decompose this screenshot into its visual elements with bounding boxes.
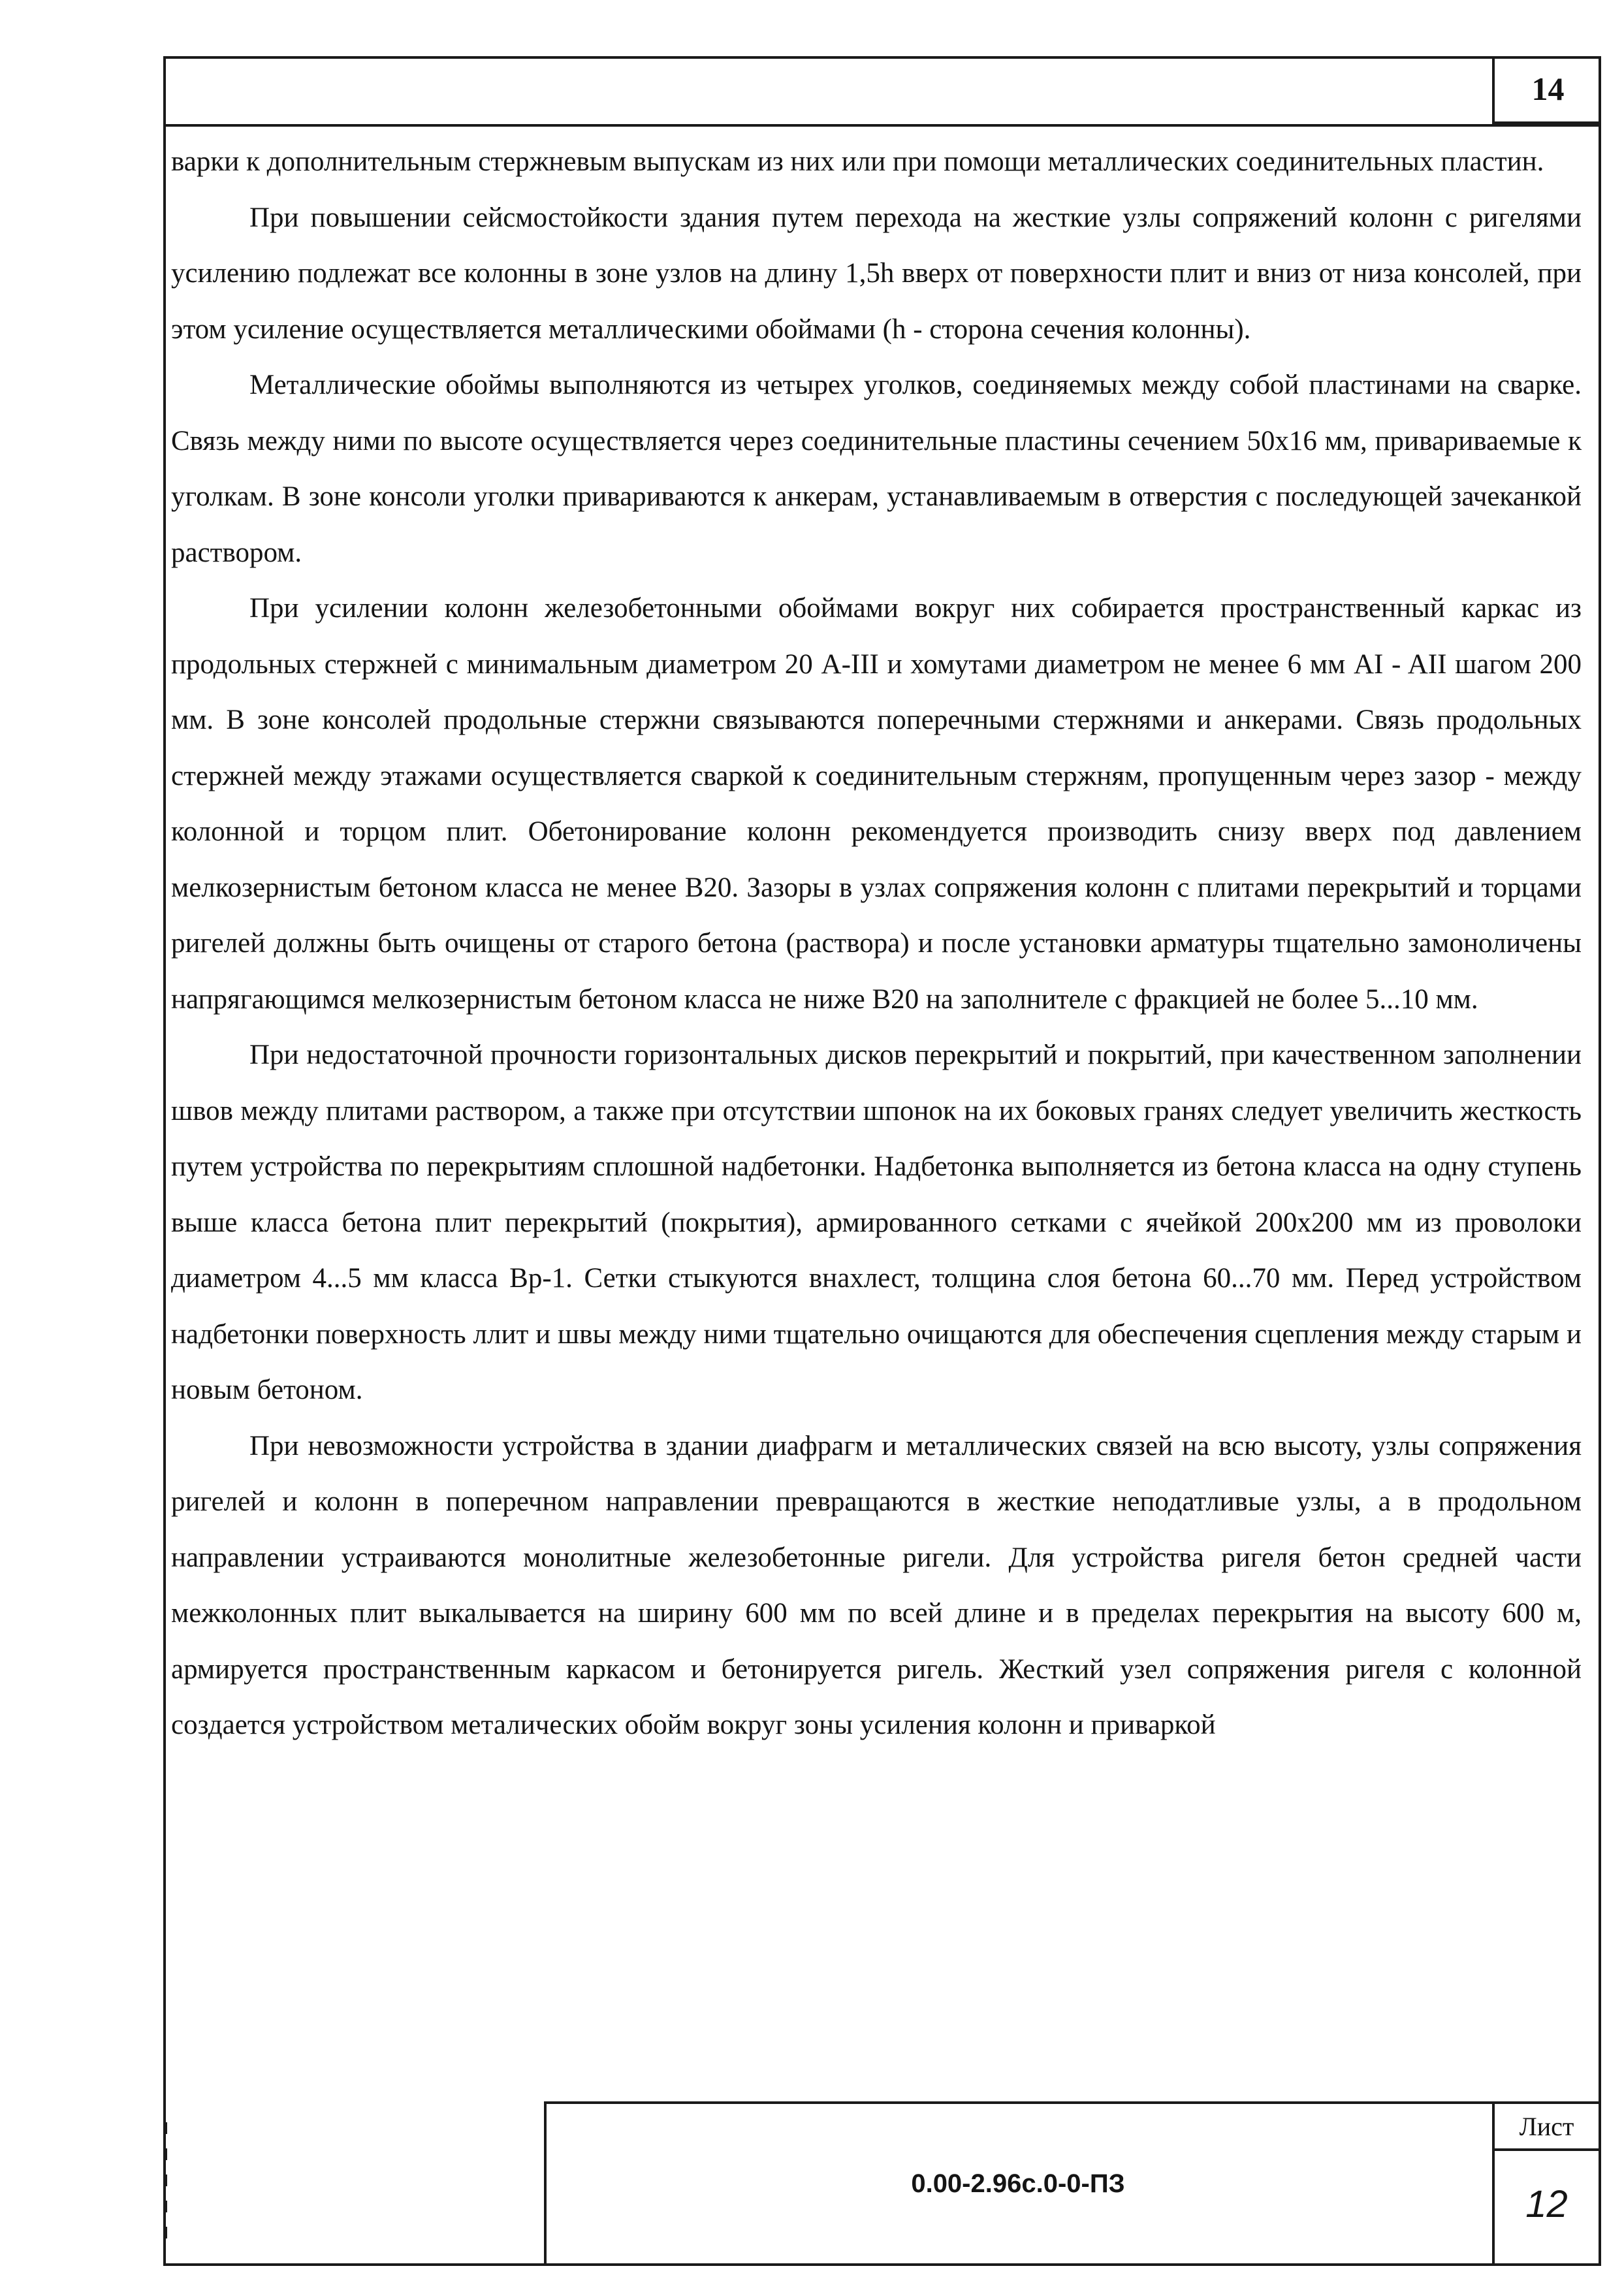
header-rule: [163, 124, 1601, 127]
paragraph: При невозможности устройства в здании диафрагм и металлических связей на всю высоту, узлы сопряжения ригелей и колонн в поперечном направлении превращаются в жесткие неподатливые узлы, а в продольном направлении устраиваются монолитные железобетонные ригели. Для устройства ригеля бетон средней части межколонных плит выкалывается на ширину 600 мм по всей длине и в пределах перекрытия на высоту 600 м, армируется пространственным каркасом и бетонируется ригель. Жесткий узел сопряжения ригеля с колонной создается устройством металических обойм вокруг зоны усиления колонн и приваркой: [171, 1430, 1582, 1740]
sheet-number: 12: [1525, 2182, 1568, 2225]
bottom-rule: [163, 2263, 1601, 2266]
paragraph: При усилении колонн железобетонными обоймами вокруг них собирается пространственный каркас из продольных стержней с минимальным диаметром 20 А-III и хомутами диаметром не менее 6 мм AI - AII шагом 200 мм. В зоне консолей продольные стержни связываются поперечными стержнями и анкерами. Связь продольных стержней между этажами осуществляется сваркой к соединительным стержням, пропущенным через зазор - между колонной и торцом плит. Обетонирование колонн рекомендуется производить снизу вверх под давлением мелкозернистым бетоном класса не менее В20. Зазоры в узлах сопряжения колонн с плитами перекрытий и торцами ригелей должны быть очищены от старого бетона (раствора) и после установки арматуры тщательно замоноличены напрягающимся мелкозернистым бетоном класса не ниже В20 на заполнителе с фракцией не более 5...10 мм.: [171, 593, 1582, 1015]
paragraph: варки к дополнительным стержневым выпускам из них или при помощи металлических соединительных пластин.: [171, 146, 1544, 177]
page-number: 14: [1492, 56, 1601, 124]
paragraph: При повышении сейсмостойкости здания путем перехода на жесткие узлы сопряжений колонн с ригелями усилению подлежат все колонны в зоне узлов на длину 1,5h вверх от поверхности плит и вниз от низа консолей, при этом усиление осуществляется металлическими обоймами (h - сторона сечения колонны).: [171, 202, 1582, 345]
paragraph: Металлические обоймы выполняются из четырех уголков, соединяемых между собой пластинами на сварке. Связь между ними по высоте осуществляется через соединительные пластины сечением 50x16 мм, привариваемые к уголкам. В зоне консоли уголки привариваются к анкерам, устанавливаемым в отверстия с последующей зачеканкой раствором.: [171, 370, 1582, 568]
document-code: 0.00-2.96с.0-0-ПЗ: [911, 2169, 1125, 2198]
paragraph: При недостаточной прочности горизонтальных дисков перекрытий и покрытий, при качественном заполнении швов между плитами раствором, а также при отсутствии шпонок на их боковых гранях следует увеличить жесткость путем устройства по перекрытиям сплошной надбетонки. Надбетонка выполняется из бетона класса на одну ступень выше класса бетона плит перекрытий (покрытия), армированного сетками с ячейкой 200x200 мм из проволоки диаметром 4...5 мм класса Вр-1. Сетки стыкуются внахлест, толщина слоя бетона 60...70 мм. Перед устройством надбетонки поверхность ллит и швы между ними тщательно очищаются для обеспечения сцепления между старым и новым бетоном.: [171, 1040, 1582, 1405]
sheet-label: Лист: [1495, 2104, 1599, 2151]
body-text: [171, 134, 1582, 1753]
binding-margin-marks: [163, 2122, 170, 2259]
